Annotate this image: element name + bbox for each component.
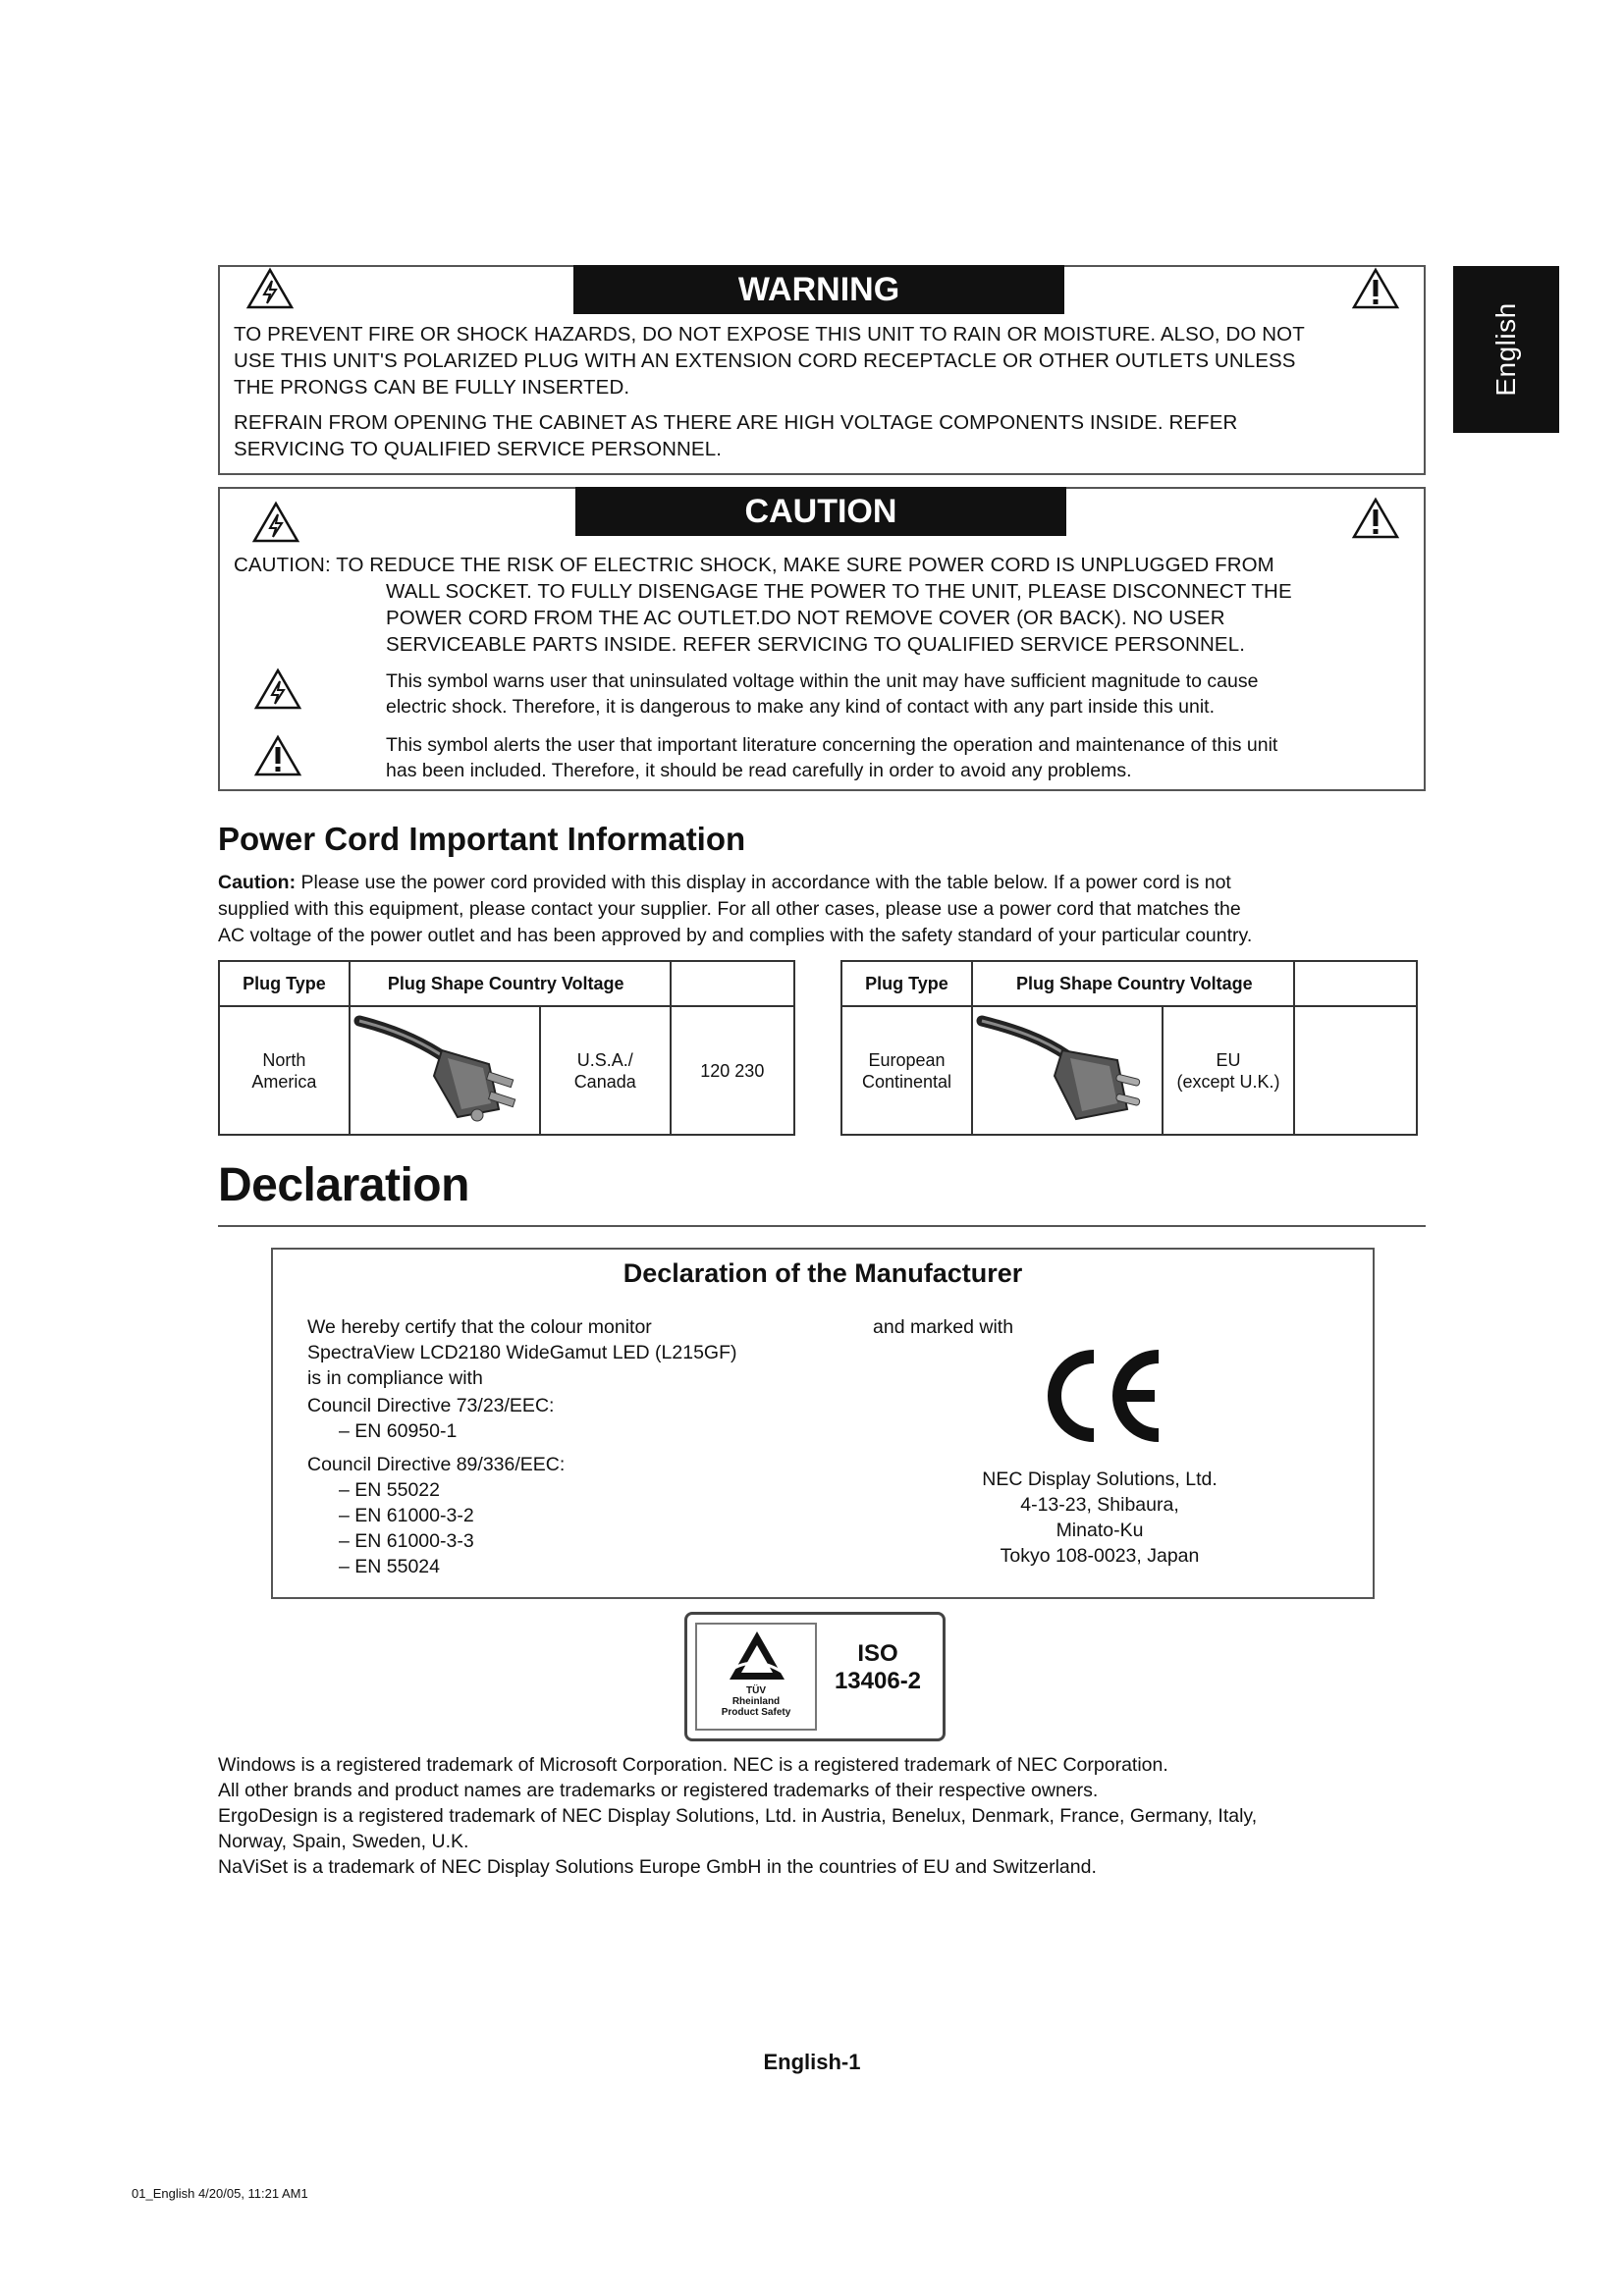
file-footer: 01_English 4/20/05, 11:21 AM1 xyxy=(132,2186,308,2201)
high-voltage-warning-icon xyxy=(245,267,295,310)
warning-title: WARNING xyxy=(573,265,1064,314)
caution-main-text-rest: WALL SOCKET. TO FULLY DISENGAGE THE POWER TO THE UNIT, PLEASE DISCONNECT THE POWER CORD FROM THE AC OUTLET.DO NOT REMOVE COVER (OR BACK). NO USER SERVICEABLE PARTS INSIDE. REFER SERVICING TO QUALIFIED SERVICE PERSONNEL. xyxy=(386,580,1292,656)
table-row xyxy=(841,1006,1417,1135)
country-cell: U.S.A./ Canada xyxy=(540,1006,671,1135)
heading-divider xyxy=(218,1225,1426,1227)
table-row xyxy=(219,1006,794,1135)
plug-table-european xyxy=(840,960,1418,1136)
literature-symbol-text: This symbol alerts the user that important literature concerning the operation and maintenance of this unit has been included. Therefore, it should be read carefully in order to avoid any problems. xyxy=(386,734,1278,781)
us-plug-image xyxy=(352,1007,538,1129)
iso-panel: ISO 13406-2 xyxy=(834,1640,922,1694)
table-header-row xyxy=(841,961,1417,1006)
high-voltage-warning-icon xyxy=(251,501,300,544)
voltage-cell xyxy=(1294,1006,1417,1135)
exclamation-warning-icon xyxy=(1351,497,1400,540)
power-cord-caution: Caution: Please use the power cord provided with this display in accordance with the table below. If a power cord is not supplied with this equipment, please contact your supplier. For all other cases, please use a power cord that matches the AC voltage of the power outlet and has been approved by and complies with the safety standard of your particular country. xyxy=(218,872,1253,946)
plug-shape-cell xyxy=(350,1006,540,1135)
plug-type-cell: North America xyxy=(219,1006,350,1135)
declaration-heading: Declaration xyxy=(218,1159,469,1211)
plug-shape-cell xyxy=(972,1006,1163,1135)
manufacturer-address: NEC Display Solutions, Ltd. 4-13-23, Shibaura, Minato-Ku Tokyo 108-0023, Japan xyxy=(982,1468,1218,1567)
declaration-box-title: Declaration of the Manufacturer xyxy=(623,1258,1023,1288)
language-tab xyxy=(1453,266,1559,433)
plug-type-cell: European Continental xyxy=(841,1006,972,1135)
tuv-triangle-icon xyxy=(727,1629,787,1683)
country-cell: EU (except U.K.) xyxy=(1163,1006,1294,1135)
ce-mark-icon xyxy=(1039,1347,1168,1445)
table-header-row xyxy=(219,961,794,1006)
plug-table-north-america xyxy=(218,960,795,1136)
voltage-cell: 120 230 xyxy=(671,1006,794,1135)
power-cord-heading: Power Cord Important Information xyxy=(218,821,746,857)
caution-title: CAUTION xyxy=(575,487,1066,536)
high-voltage-symbol-icon xyxy=(253,667,302,711)
page-number: English-1 xyxy=(763,2050,861,2074)
declaration-left-text: We hereby certify that the colour monitor SpectraView LCD2180 WideGamut LED (L215GF) is in compliance with Council Directive 73/23/EEC: – EN 60950-1 Council Directive 89/336/EEC: – EN 55022 – EN 61000-3-2 – EN 61000-3-3 – EN 55024 xyxy=(307,1316,737,1577)
warning-text-1: TO PREVENT FIRE OR SHOCK HAZARDS, DO NOT EXPOSE THIS UNIT TO RAIN OR MOISTURE. ALSO, DO NOT USE THIS UNIT'S POLARIZED PLUG WITH AN EXTENSION CORD RECEPTACLE OR OTHER OUTLETS UNLESS THE PRONGS CAN BE FULLY INSERTED. xyxy=(234,323,1305,399)
language-tab-label: English xyxy=(1490,302,1521,397)
warning-text-2: REFRAIN FROM OPENING THE CABINET AS THERE ARE HIGH VOLTAGE COMPONENTS INSIDE. REFER SERVICING TO QUALIFIED SERVICE PERSONNEL. xyxy=(234,411,1238,460)
tuv-panel xyxy=(695,1623,817,1731)
tuv-logo-text: TÜV Rheinland Product Safety xyxy=(721,1685,791,1718)
exclamation-symbol-icon xyxy=(253,734,302,777)
plug-shape-header: Plug Shape Country Voltage xyxy=(972,961,1294,1006)
caution-main-text: CAUTION: TO REDUCE THE RISK OF ELECTRIC SHOCK, MAKE SURE POWER CORD IS UNPLUGGED FROM xyxy=(234,554,1274,576)
marked-with-text: and marked with xyxy=(873,1316,1014,1338)
tuv-iso-badge xyxy=(684,1612,946,1741)
plug-shape-header: Plug Shape Country Voltage xyxy=(350,961,671,1006)
eu-plug-image xyxy=(974,1007,1161,1129)
plug-type-header: Plug Type xyxy=(841,961,972,1006)
trademark-notices: Windows is a registered trademark of Microsoft Corporation. NEC is a registered trademark of NEC Corporation. All other brands and product names are trademarks or registered trademarks of their respective owners. ErgoDesign is a registered trademark of NEC Display Solutions, Ltd. in Austria, Benelux, Denmark, France, Germany, Italy, Norway, Spain, Sweden, U.K. NaViSet is a trademark of NEC Display Solutions Europe GmbH in the countries of EU and Switzerland. xyxy=(218,1754,1258,1878)
voltage-header xyxy=(671,961,794,1006)
voltage-symbol-text: This symbol warns user that uninsulated voltage within the unit may have sufficient magnitude to cause electric shock. Therefore, it is dangerous to make any kind of contact with any part inside this unit. xyxy=(386,670,1259,718)
plug-type-header: Plug Type xyxy=(219,961,350,1006)
voltage-header xyxy=(1294,961,1417,1006)
exclamation-warning-icon xyxy=(1351,267,1400,310)
